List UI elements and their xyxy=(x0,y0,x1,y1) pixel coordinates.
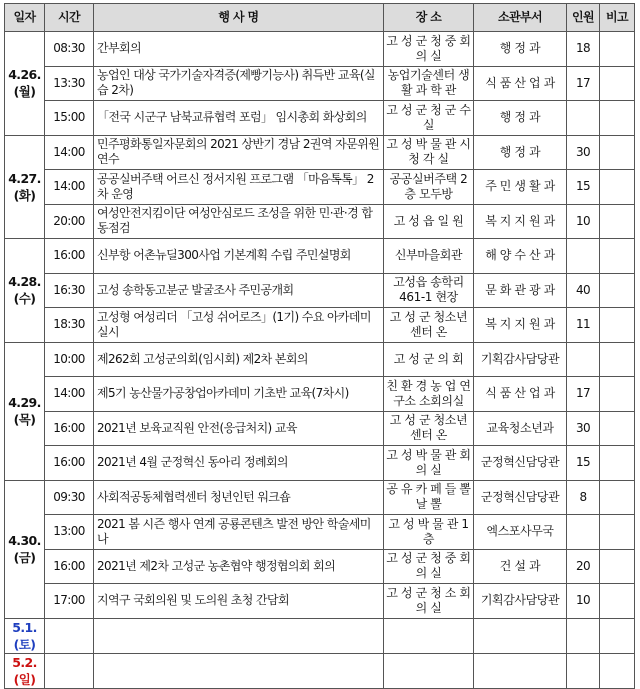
event-dept: 교육청소년과 xyxy=(474,411,567,446)
event-count: 10 xyxy=(567,204,600,239)
day-weekday: (토) xyxy=(13,636,36,652)
day-cell xyxy=(5,480,45,618)
table-row xyxy=(5,480,635,515)
table-row xyxy=(5,239,635,274)
header-place: 장 소 xyxy=(384,4,474,32)
event-time: 13:00 xyxy=(45,515,94,550)
event-note xyxy=(600,239,635,274)
event-note xyxy=(600,204,635,239)
day-date: 4.28. xyxy=(8,274,41,290)
event-place: 고 성 읍 일 원 xyxy=(384,204,474,239)
header-day: 일자 xyxy=(5,4,45,32)
table-row xyxy=(5,170,635,205)
empty-note-cell xyxy=(600,618,635,653)
event-dept: 문 화 관 광 과 xyxy=(474,273,567,308)
event-title: 2021년 보육교직원 안전(응급처치) 교육 xyxy=(94,411,384,446)
table-row xyxy=(5,135,635,170)
table-row xyxy=(5,515,635,550)
table-row xyxy=(5,549,635,584)
event-count: 17 xyxy=(567,66,600,101)
event-place: 고 성 군 청 소 회 의 실 xyxy=(384,584,474,619)
table-row xyxy=(5,446,635,481)
day-weekday: (금) xyxy=(13,550,36,565)
event-place: 농업기술센터 생 활 과 학 관 xyxy=(384,66,474,101)
event-time: 14:00 xyxy=(45,170,94,205)
day-weekday: (목) xyxy=(13,412,36,427)
event-title: 농업인 대상 국가기술자격증(제빵기능사) 취득반 교육(실습 2차) xyxy=(94,66,384,101)
event-place: 고 성 박 물 관 1 층 xyxy=(384,515,474,550)
event-time: 13:30 xyxy=(45,66,94,101)
event-note xyxy=(600,446,635,481)
event-count: 18 xyxy=(567,32,600,67)
table-row xyxy=(5,101,635,136)
event-note xyxy=(600,480,635,515)
table-row xyxy=(5,411,635,446)
event-time: 20:00 xyxy=(45,204,94,239)
event-title: 제5기 농산물가공창업아카데미 기초반 교육(7차시) xyxy=(94,377,384,412)
table-header xyxy=(5,4,635,32)
event-place: 공 유 카 페 들 뽈 날 뽈 xyxy=(384,480,474,515)
event-place: 고성읍 송학리 461-1 현장 xyxy=(384,273,474,308)
event-dept: 행 정 과 xyxy=(474,32,567,67)
event-time: 18:30 xyxy=(45,308,94,343)
event-dept: 기획감사담당관 xyxy=(474,584,567,619)
event-title: 고성형 여성리더 「고성 쉬어로즈」(1기) 수요 아카데미 실시 xyxy=(94,308,384,343)
day-cell xyxy=(5,239,45,343)
day-date: 4.30. xyxy=(8,533,41,548)
event-note xyxy=(600,515,635,550)
event-title: 제262회 고성군의회(임시회) 제2차 본회의 xyxy=(94,342,384,377)
event-note xyxy=(600,411,635,446)
event-note xyxy=(600,584,635,619)
event-time: 16:00 xyxy=(45,446,94,481)
event-count: 30 xyxy=(567,135,600,170)
event-note xyxy=(600,101,635,136)
event-place: 고 성 군 청 중 회 의 실 xyxy=(384,549,474,584)
day-date: 5.1. xyxy=(12,619,37,635)
event-note xyxy=(600,377,635,412)
event-dept: 식 품 산 업 과 xyxy=(474,377,567,412)
event-place: 공공실버주택 2층 모두방 xyxy=(384,170,474,205)
event-title: 「전국 시군구 남북교류협력 포럼」 임시총회 화상회의 xyxy=(94,101,384,136)
event-count: 10 xyxy=(567,584,600,619)
event-count: 17 xyxy=(567,377,600,412)
event-title: 민주평화통일자문회의 2021 상반기 경남 2권역 자문위원 연수 xyxy=(94,135,384,170)
event-count: 30 xyxy=(567,411,600,446)
event-place: 고 성 군 청소년센터 온 xyxy=(384,411,474,446)
event-title: 지역구 국회의원 및 도의원 초청 간담회 xyxy=(94,584,384,619)
event-place: 고 성 군 의 회 xyxy=(384,342,474,377)
day-date: 5.2. xyxy=(12,654,37,670)
event-count xyxy=(567,101,600,136)
day-weekday: (일) xyxy=(13,671,36,687)
event-dept: 군정혁신담당관 xyxy=(474,446,567,481)
event-time: 16:30 xyxy=(45,273,94,308)
table-row xyxy=(5,653,635,688)
event-title: 고성 송학동고분군 발굴조사 주민공개회 xyxy=(94,273,384,308)
event-note xyxy=(600,342,635,377)
event-count: 15 xyxy=(567,446,600,481)
empty-count-cell xyxy=(567,653,600,688)
table-row xyxy=(5,377,635,412)
empty-time-cell xyxy=(45,618,94,653)
event-dept: 주 민 생 활 과 xyxy=(474,170,567,205)
day-cell xyxy=(5,135,45,239)
event-dept: 기획감사담당관 xyxy=(474,342,567,377)
event-dept: 식 품 산 업 과 xyxy=(474,66,567,101)
event-time: 09:30 xyxy=(45,480,94,515)
event-count: 15 xyxy=(567,170,600,205)
empty-title-cell xyxy=(94,618,384,653)
event-title: 2021년 4월 군정혁신 동아리 정례회의 xyxy=(94,446,384,481)
event-place: 고 성 군 청 군 수 실 xyxy=(384,101,474,136)
day-cell xyxy=(5,618,45,653)
event-time: 15:00 xyxy=(45,101,94,136)
table-row xyxy=(5,618,635,653)
event-dept: 군정혁신담당관 xyxy=(474,480,567,515)
event-note xyxy=(600,170,635,205)
event-note xyxy=(600,308,635,343)
event-place: 고 성 군 청 중 회 의 실 xyxy=(384,32,474,67)
event-count xyxy=(567,515,600,550)
event-time: 08:30 xyxy=(45,32,94,67)
event-count xyxy=(567,239,600,274)
event-title: 2021년 제2차 고성군 농촌협약 행정협의회 회의 xyxy=(94,549,384,584)
event-count xyxy=(567,342,600,377)
event-dept: 복 지 지 원 과 xyxy=(474,204,567,239)
day-cell xyxy=(5,32,45,136)
event-time: 17:00 xyxy=(45,584,94,619)
event-time: 14:00 xyxy=(45,135,94,170)
day-date: 4.29. xyxy=(8,395,41,410)
event-dept: 복 지 지 원 과 xyxy=(474,308,567,343)
event-title: 신부항 어촌뉴딜300사업 기본계획 수립 주민설명회 xyxy=(94,239,384,274)
empty-note-cell xyxy=(600,653,635,688)
event-count: 40 xyxy=(567,273,600,308)
table-row xyxy=(5,308,635,343)
event-place: 고 성 박 물 관 회 의 실 xyxy=(384,446,474,481)
table-row xyxy=(5,342,635,377)
event-time: 16:00 xyxy=(45,411,94,446)
empty-dept-cell xyxy=(474,618,567,653)
event-dept: 엑스포사무국 xyxy=(474,515,567,550)
event-time: 16:00 xyxy=(45,549,94,584)
event-dept: 건 설 과 xyxy=(474,549,567,584)
day-date: 4.27. xyxy=(8,170,41,186)
event-title: 여성안전지킴이단 여성안심로드 조성을 위한 민·관·경 합동점검 xyxy=(94,204,384,239)
event-title: 간부회의 xyxy=(94,32,384,67)
table-row xyxy=(5,204,635,239)
day-weekday: (월) xyxy=(13,84,36,100)
event-note xyxy=(600,135,635,170)
event-note xyxy=(600,32,635,67)
event-dept: 행 정 과 xyxy=(474,135,567,170)
event-note xyxy=(600,549,635,584)
event-title: 사회적공동체협력센터 청년인턴 워크숍 xyxy=(94,480,384,515)
event-place: 신부마을회관 xyxy=(384,239,474,274)
empty-time-cell xyxy=(45,653,94,688)
header-row xyxy=(5,4,635,32)
event-dept: 해 양 수 산 과 xyxy=(474,239,567,274)
day-date: 4.26. xyxy=(8,67,41,83)
event-dept: 행 정 과 xyxy=(474,101,567,136)
event-place: 고 성 박 물 관 시 청 각 실 xyxy=(384,135,474,170)
event-title: 2021 봄 시즌 행사 연계 공룡콘텐츠 발전 방안 학술세미나 xyxy=(94,515,384,550)
header-title: 행 사 명 xyxy=(94,4,384,32)
header-time: 시간 xyxy=(45,4,94,32)
empty-place-cell xyxy=(384,653,474,688)
empty-count-cell xyxy=(567,618,600,653)
table-row xyxy=(5,66,635,101)
event-count: 8 xyxy=(567,480,600,515)
event-note xyxy=(600,273,635,308)
day-cell xyxy=(5,342,45,480)
event-time: 14:00 xyxy=(45,377,94,412)
day-weekday: (수) xyxy=(13,291,36,307)
event-count: 11 xyxy=(567,308,600,343)
event-title: 공공실버주택 어르신 정서지원 프로그램 「마음톡톡」 2차 운영 xyxy=(94,170,384,205)
event-note xyxy=(600,66,635,101)
day-cell xyxy=(5,653,45,688)
table-row xyxy=(5,584,635,619)
table-row xyxy=(5,273,635,308)
empty-place-cell xyxy=(384,618,474,653)
event-time: 10:00 xyxy=(45,342,94,377)
event-count: 20 xyxy=(567,549,600,584)
header-count: 인원 xyxy=(567,4,600,32)
header-note: 비고 xyxy=(600,4,635,32)
event-place: 친 환 경 농 업 연구소 소회의실 xyxy=(384,377,474,412)
day-weekday: (화) xyxy=(13,187,36,203)
schedule-body xyxy=(5,32,635,689)
table-row xyxy=(5,32,635,67)
event-place: 고 성 군 청소년센터 온 xyxy=(384,308,474,343)
schedule-table xyxy=(4,3,635,689)
empty-title-cell xyxy=(94,653,384,688)
header-dept: 소관부서 xyxy=(474,4,567,32)
empty-dept-cell xyxy=(474,653,567,688)
event-time: 16:00 xyxy=(45,239,94,274)
